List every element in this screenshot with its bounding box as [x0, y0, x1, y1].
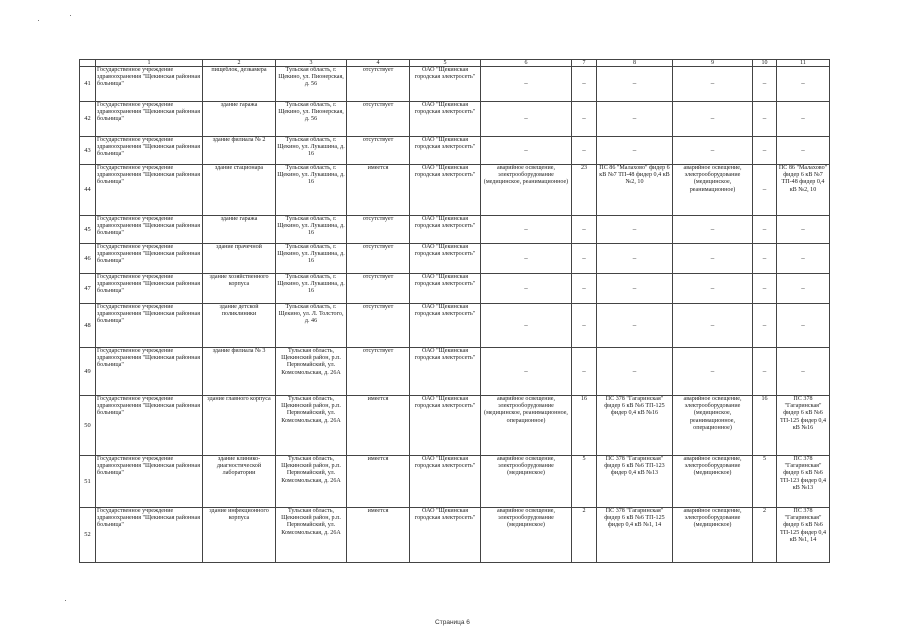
- table-cell: –: [597, 216, 673, 244]
- table-cell: здание гаража: [203, 216, 276, 244]
- table-cell: 23: [572, 165, 597, 216]
- table-cell: ОАО "Щекинская городская электросеть": [410, 244, 481, 274]
- table-cell: отсутствует: [347, 304, 410, 348]
- row-number-cell: 46: [80, 244, 96, 274]
- table-cell: ПС 86 "Малахово" фидер 6 кВ №7 ТП-48 фидер 0,4 кВ №2, 10: [777, 165, 830, 216]
- table-cell: ПС 378 "Гагаринская" фидер 6 кВ №6 ТП-123 фидер 0,4 кВ №13: [597, 456, 673, 508]
- table-cell: –: [673, 137, 753, 165]
- table-cell: аварийное освещение, электрооборудование (медицинское, реанимационное): [673, 165, 753, 216]
- table-cell: ОАО "Щекинская городская электросеть": [410, 102, 481, 137]
- table-cell: аварийное освещение, электрооборудование (медицинское): [481, 508, 572, 563]
- table-cell: аварийное освещение, электрооборудование (медицинское, реанимационное, операционное): [673, 396, 753, 456]
- table-row: [80, 102, 830, 137]
- table-cell: 16: [572, 396, 597, 456]
- table-cell: имеется: [347, 456, 410, 508]
- header-cell: 6: [481, 60, 572, 67]
- table-cell: Тульская область, г. Щекино, ул. Лукашина, д. 16: [276, 165, 347, 216]
- row-number-cell: 49: [80, 348, 96, 396]
- table-cell: –: [597, 102, 673, 137]
- row-number-cell: 45: [80, 216, 96, 244]
- table-row: [80, 348, 830, 396]
- table-cell: –: [777, 137, 830, 165]
- header-cell: 7: [572, 60, 597, 67]
- table-cell: –: [673, 274, 753, 304]
- table-cell: здание филиала № 3: [203, 348, 276, 396]
- table-cell: –: [777, 102, 830, 137]
- table-cell: –: [673, 348, 753, 396]
- table-cell: –: [597, 137, 673, 165]
- scan-speck: [70, 15, 71, 16]
- table-cell: –: [481, 244, 572, 274]
- header-cell: 8: [597, 60, 673, 67]
- table-cell: ПС 378 "Гагаринская" фидер 6 кВ №6 ТП-125 фидер 0,4 кВ №16: [597, 396, 673, 456]
- table-cell: Государственное учреждение здравоохранения "Щекинская районная больница": [96, 165, 203, 216]
- table-cell: –: [673, 67, 753, 102]
- table-cell: –: [572, 102, 597, 137]
- table-cell: Государственное учреждение здравоохранения "Щекинская районная больница": [96, 102, 203, 137]
- table-cell: 5: [572, 456, 597, 508]
- table-cell: ОАО "Щекинская городская электросеть": [410, 508, 481, 563]
- table-cell: –: [777, 274, 830, 304]
- row-number-cell: 48: [80, 304, 96, 348]
- table-cell: –: [777, 67, 830, 102]
- table-cell: Тульская область, г. Щекино, ул. Лукашина, д. 16: [276, 137, 347, 165]
- table-cell: –: [753, 348, 777, 396]
- header-cell: 5: [410, 60, 481, 67]
- table-cell: –: [481, 67, 572, 102]
- table-cell: здание прачечной: [203, 244, 276, 274]
- table-cell: здание филиала № 2: [203, 137, 276, 165]
- table-cell: ОАО "Щекинская городская электросеть": [410, 348, 481, 396]
- table-cell: здание детской поликлиники: [203, 304, 276, 348]
- table-cell: здание клинико-диагностической лаборатории: [203, 456, 276, 508]
- page-footer: Страница 6: [435, 619, 470, 626]
- table-row: [80, 304, 830, 348]
- table-cell: ПС 378 "Гагаринская" фидер 6 кВ №6 ТП-123 фидер 0,4 кВ №13: [777, 456, 830, 508]
- table-cell: пищеблок, дезкамера: [203, 67, 276, 102]
- table-cell: –: [673, 304, 753, 348]
- table-cell: ОАО "Щекинская городская электросеть": [410, 396, 481, 456]
- table-cell: –: [597, 348, 673, 396]
- table-row: [80, 165, 830, 216]
- table-cell: имеется: [347, 508, 410, 563]
- table-cell: отсутствует: [347, 137, 410, 165]
- table-cell: ОАО "Щекинская городская электросеть": [410, 165, 481, 216]
- table-cell: аварийное освещение, электрооборудование (медицинское, реанимационное): [481, 165, 572, 216]
- row-number-cell: 47: [80, 274, 96, 304]
- table-cell: Тульская область, Щекинский район, р.п. Первомайский, ул. Комсомольская, д. 26А: [276, 508, 347, 563]
- header-cell: 4: [347, 60, 410, 67]
- table-cell: –: [572, 137, 597, 165]
- table-cell: Государственное учреждение здравоохранения "Щекинская районная больница": [96, 508, 203, 563]
- row-number-cell: 41: [80, 67, 96, 102]
- table-row: [80, 216, 830, 244]
- table-cell: отсутствует: [347, 348, 410, 396]
- table-cell: –: [597, 274, 673, 304]
- table-cell: –: [753, 216, 777, 244]
- table-cell: Государственное учреждение здравоохранения "Щекинская районная больница": [96, 216, 203, 244]
- table-cell: Государственное учреждение здравоохранения "Щекинская районная больница": [96, 348, 203, 396]
- table-cell: –: [481, 102, 572, 137]
- table-row: [80, 396, 830, 456]
- table-cell: –: [481, 137, 572, 165]
- table-cell: Тульская область, Щекинский район, р.п. Первомайский, ул. Комсомольская, д. 26А: [276, 348, 347, 396]
- document-sheet: [79, 59, 830, 563]
- table-cell: имеется: [347, 396, 410, 456]
- table-row: [80, 274, 830, 304]
- table-cell: –: [673, 102, 753, 137]
- scan-speck: [65, 600, 66, 601]
- table-cell: аварийное освещение, электрооборудование (медицинское, реанимационное, операционное): [481, 396, 572, 456]
- table-row: [80, 508, 830, 563]
- table-cell: 2: [753, 508, 777, 563]
- scan-speck: [38, 20, 39, 21]
- row-number-cell: 43: [80, 137, 96, 165]
- table-cell: –: [597, 304, 673, 348]
- header-cell: 9: [673, 60, 753, 67]
- table-cell: Тульская область, г. Щекино, ул. Лукашина, д. 16: [276, 216, 347, 244]
- table-cell: –: [753, 165, 777, 216]
- table-cell: аварийное освещение, электрооборудование (медицинское): [673, 508, 753, 563]
- table-cell: здание главного корпуса: [203, 396, 276, 456]
- table-cell: –: [572, 67, 597, 102]
- table-cell: ОАО "Щекинская городская электросеть": [410, 304, 481, 348]
- table-cell: ПС 86 "Малахово" фидер 6 кВ №7 ТП-48 фидер 0,4 кВ №2, 10: [597, 165, 673, 216]
- table-row: [80, 137, 830, 165]
- table-cell: –: [777, 304, 830, 348]
- table-cell: –: [753, 274, 777, 304]
- table-cell: Тульская область, г. Щекино, ул. Лукашина, д. 16: [276, 244, 347, 274]
- row-number-cell: 51: [80, 456, 96, 508]
- table-cell: –: [481, 216, 572, 244]
- table-cell: ОАО "Щекинская городская электросеть": [410, 216, 481, 244]
- header-cell: 3: [276, 60, 347, 67]
- table-cell: Государственное учреждение здравоохранения "Щекинская районная больница": [96, 304, 203, 348]
- table-cell: ОАО "Щекинская городская электросеть": [410, 274, 481, 304]
- table-cell: –: [673, 244, 753, 274]
- table-cell: –: [481, 304, 572, 348]
- header-cell: 2: [203, 60, 276, 67]
- header-cell: 11: [777, 60, 830, 67]
- table-cell: отсутствует: [347, 274, 410, 304]
- table-cell: –: [753, 102, 777, 137]
- table-cell: –: [777, 244, 830, 274]
- table-cell: –: [572, 216, 597, 244]
- table-cell: 16: [753, 396, 777, 456]
- table-cell: отсутствует: [347, 216, 410, 244]
- table-cell: –: [777, 348, 830, 396]
- table-cell: Тульская область, г. Щекино, ул. Л. Толстого, д. 46: [276, 304, 347, 348]
- table-cell: Тульская область, Щекинский район, р.п. Первомайский, ул. Комсомольская, д. 26А: [276, 396, 347, 456]
- table-row: [80, 244, 830, 274]
- table-cell: аварийное освещение, электрооборудование (медицинское): [481, 456, 572, 508]
- table-cell: здание хозяйственного корпуса: [203, 274, 276, 304]
- row-number-cell: 52: [80, 508, 96, 563]
- table-cell: Тульская область, г. Щекино, ул. Пионерская, д. 56: [276, 102, 347, 137]
- table-cell: 2: [572, 508, 597, 563]
- table-row: [80, 67, 830, 102]
- table-cell: Государственное учреждение здравоохранения "Щекинская районная больница": [96, 137, 203, 165]
- table-cell: –: [777, 216, 830, 244]
- table-cell: ОАО "Щекинская городская электросеть": [410, 137, 481, 165]
- header-cell: 10: [753, 60, 777, 67]
- row-number-cell: 50: [80, 396, 96, 456]
- table-cell: имеется: [347, 165, 410, 216]
- table-cell: ОАО "Щекинская городская электросеть": [410, 456, 481, 508]
- table-cell: –: [572, 348, 597, 396]
- table-cell: –: [597, 244, 673, 274]
- table-cell: здание стационара: [203, 165, 276, 216]
- table-cell: Государственное учреждение здравоохранения "Щекинская районная больница": [96, 456, 203, 508]
- table-cell: ОАО "Щекинская городская электросеть": [410, 67, 481, 102]
- table-cell: 5: [753, 456, 777, 508]
- table-cell: Государственное учреждение здравоохранения "Щекинская районная больница": [96, 396, 203, 456]
- table-cell: здание инфекционного корпуса: [203, 508, 276, 563]
- row-number-cell: 44: [80, 165, 96, 216]
- column-number-row: [80, 60, 830, 67]
- table-cell: –: [673, 216, 753, 244]
- header-cell-blank: [80, 60, 96, 67]
- facilities-table: [79, 59, 830, 563]
- table-cell: –: [753, 67, 777, 102]
- table-cell: –: [597, 67, 673, 102]
- table-cell: Государственное учреждение здравоохранения "Щекинская районная больница": [96, 67, 203, 102]
- table-cell: –: [753, 304, 777, 348]
- table-cell: Государственное учреждение здравоохранения "Щекинская районная больница": [96, 274, 203, 304]
- table-cell: –: [572, 244, 597, 274]
- table-cell: –: [572, 274, 597, 304]
- table-cell: –: [481, 274, 572, 304]
- row-number-cell: 42: [80, 102, 96, 137]
- header-cell: 1: [96, 60, 203, 67]
- table-cell: Тульская область, г. Щекино, ул. Лукашина, д. 16: [276, 274, 347, 304]
- table-cell: отсутствует: [347, 244, 410, 274]
- table-cell: –: [753, 244, 777, 274]
- table-cell: –: [753, 137, 777, 165]
- table-cell: ПС 378 "Гагаринская" фидер 6 кВ №6 ТП-125 фидер 0,4 кВ №16: [777, 396, 830, 456]
- table-cell: отсутствует: [347, 102, 410, 137]
- table-row: [80, 456, 830, 508]
- table-cell: ПС 378 "Гагаринская" фидер 6 кВ №6 ТП-125 фидер 0,4 кВ №1, 14: [777, 508, 830, 563]
- table-cell: аварийное освещение, электрооборудование (медицинское): [673, 456, 753, 508]
- table-cell: ПС 378 "Гагаринская" фидер 6 кВ №6 ТП-125 фидер 0,4 кВ №1, 14: [597, 508, 673, 563]
- table-cell: Тульская область, Щекинский район, р.п. Первомайский, ул. Комсомольская, д. 26А: [276, 456, 347, 508]
- table-cell: здание гаража: [203, 102, 276, 137]
- table-cell: Тульская область, г. Щекино, ул. Пионерская, д. 56: [276, 67, 347, 102]
- table-cell: –: [572, 304, 597, 348]
- table-cell: отсутствует: [347, 67, 410, 102]
- table-cell: Государственное учреждение здравоохранения "Щекинская районная больница": [96, 244, 203, 274]
- table-cell: –: [481, 348, 572, 396]
